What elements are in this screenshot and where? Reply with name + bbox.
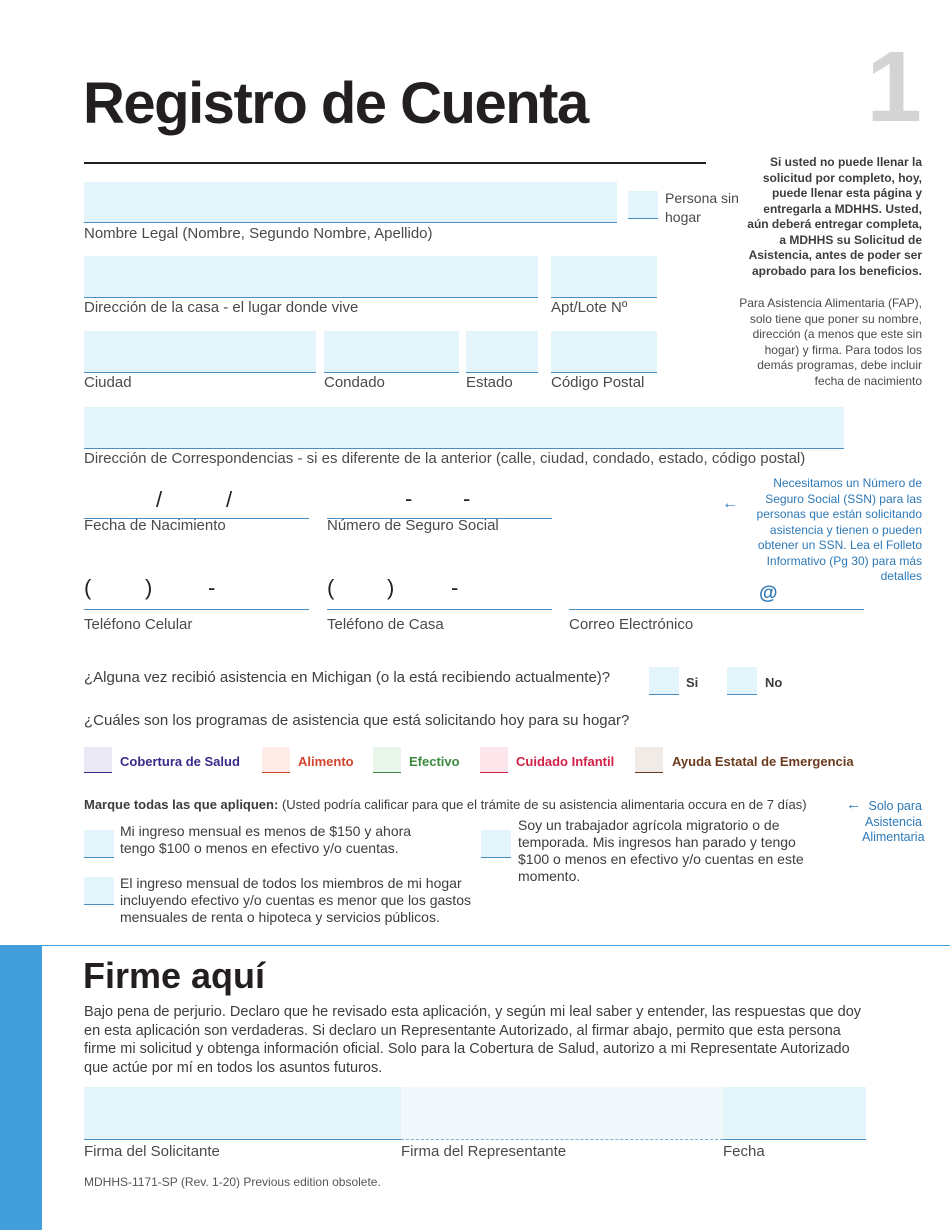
apt-input[interactable] bbox=[551, 256, 657, 298]
migrant-worker-label: Soy un trabajador agrícola migratorio o de temporada. Mis ingresos han parado y tengo $100 o menos en efectivo y/o cuentas en este momento. bbox=[518, 817, 804, 884]
representative-signature-label: Firma del Representante bbox=[401, 1143, 567, 1160]
check-all-rest: (Usted podría calificar para que el trámite de su asistencia alimentaria occura en de 7 días) bbox=[281, 797, 807, 812]
health-coverage-label: Cobertura de Salud bbox=[120, 754, 240, 769]
income-less-than-expenses-checkbox[interactable] bbox=[84, 877, 114, 905]
income-less-than-expenses-label: El ingreso mensual de todos los miembros de mi hogar incluyendo efectivo y/o cuentas es menor que los gastos mensuales de renta o hipoteca y servicios públicos. bbox=[120, 875, 471, 925]
income-under-150-label: Mi ingreso mensual es menos de $150 y ahora tengo $100 o menos en efectivo y/o cuentas. bbox=[120, 823, 412, 856]
left-arrow-icon: ← bbox=[846, 796, 861, 813]
income-under-150-checkbox[interactable] bbox=[84, 830, 114, 858]
yes-label: Si bbox=[686, 675, 699, 690]
home-address-label: Dirección de la casa - el lugar donde vive bbox=[84, 299, 359, 316]
home-dash: - bbox=[451, 575, 459, 600]
left-arrow-icon: ← bbox=[722, 495, 738, 512]
cell-phone-label: Teléfono Celular bbox=[84, 616, 193, 633]
fap-note: Para Asistencia Alimentaria (FAP), solo tiene que poner su nombre, dirección (a menos que este sin hogar) y firma. Para todos los demás programas, debe incluir fecha de nacimiento bbox=[739, 296, 922, 388]
home-phone-label: Teléfono de Casa bbox=[327, 616, 444, 633]
email-input[interactable] bbox=[569, 572, 864, 610]
home-paren-close: ) bbox=[387, 575, 395, 600]
cell-paren-close: ) bbox=[145, 575, 153, 600]
section-divider bbox=[42, 945, 950, 946]
food-only-note: Solo para Asistencia Alimentaria bbox=[862, 799, 925, 844]
page-number: 1 bbox=[866, 31, 922, 143]
title-divider bbox=[84, 162, 706, 164]
ssn-dash: - bbox=[405, 486, 413, 511]
dob-input[interactable] bbox=[84, 485, 309, 519]
health-coverage-checkbox[interactable] bbox=[84, 747, 112, 773]
sign-title: Firme aquí bbox=[83, 955, 266, 996]
legal-name-input[interactable] bbox=[84, 182, 617, 223]
dob-slash: / bbox=[226, 487, 233, 512]
legal-name-label: Nombre Legal (Nombre, Segundo Nombre, Apellido) bbox=[84, 225, 433, 242]
form-id-footer: MDHHS-1171-SP (Rev. 1-20) Previous edition obsolete. bbox=[84, 1175, 381, 1189]
child-care-checkbox[interactable] bbox=[480, 747, 508, 773]
emergency-label: Ayuda Estatal de Emergencia bbox=[672, 754, 854, 769]
page-title: Registro de Cuenta bbox=[83, 71, 588, 136]
child-care-label: Cuidado Infantil bbox=[516, 754, 615, 769]
date-input[interactable] bbox=[723, 1087, 866, 1140]
homeless-checkbox[interactable] bbox=[628, 191, 658, 219]
date-label: Fecha bbox=[723, 1143, 765, 1160]
state-label: Estado bbox=[466, 374, 513, 391]
received-assistance-question: ¿Alguna vez recibió asistencia en Michigan (o la está recibiendo actualmente)? bbox=[84, 669, 611, 686]
no-label: No bbox=[765, 675, 783, 690]
ssn-input[interactable] bbox=[327, 485, 552, 519]
signature-accent-bar bbox=[0, 945, 42, 1230]
no-checkbox[interactable] bbox=[727, 667, 757, 695]
mailing-address-label: Dirección de Correspondencias - si es diferente de la anterior (calle, ciudad, condado, estado, código postal) bbox=[84, 450, 806, 467]
ssn-label: Número de Seguro Social bbox=[327, 517, 499, 534]
dob-label: Fecha de Nacimiento bbox=[84, 517, 226, 534]
mailing-address-input[interactable] bbox=[84, 407, 844, 449]
declaration-text: Bajo pena de perjurio. Declaro que he revisado esta aplicación, y según mi leal saber y entender, las respuestas que doy en esta aplicación son verdaderas. Si declaro un Representante Autorizado, al firmar abajo, permito que esta persona firme mi solicitud y obtenga información oficial. Solo para la Cobertura de Salud, autorizo a mi Representate Autorizado que actúe por mí en todos los asuntos futuros. bbox=[84, 1004, 862, 1076]
applicant-signature-label: Firma del Solicitante bbox=[84, 1143, 220, 1160]
cash-checkbox[interactable] bbox=[373, 747, 401, 773]
zip-label: Código Postal bbox=[551, 374, 645, 391]
check-all-bold: Marque todas las que apliquen: bbox=[84, 797, 279, 812]
state-input[interactable] bbox=[466, 331, 538, 373]
county-input[interactable] bbox=[324, 331, 459, 373]
representative-signature-input[interactable] bbox=[401, 1087, 723, 1140]
cell-phone-input[interactable] bbox=[84, 572, 309, 610]
home-address-input[interactable] bbox=[84, 256, 538, 298]
zip-input[interactable] bbox=[551, 331, 657, 373]
home-phone-input[interactable] bbox=[327, 572, 552, 610]
city-label: Ciudad bbox=[84, 374, 132, 391]
email-label: Correo Electrónico bbox=[569, 616, 694, 633]
cell-paren-open: ( bbox=[84, 575, 92, 600]
county-label: Condado bbox=[324, 374, 385, 391]
emergency-checkbox[interactable] bbox=[635, 747, 663, 773]
cash-label: Efectivo bbox=[409, 754, 460, 769]
city-input[interactable] bbox=[84, 331, 316, 373]
food-label: Alimento bbox=[298, 754, 354, 769]
ssn-note: Necesitamos un Número de Seguro Social (SSN) para las personas que están solicitando asistencia y tienen o pueden obtener un SSN. Lea el Folleto Informativo (Pg 30) para más detalles bbox=[756, 476, 922, 583]
incomplete-note: Si usted no puede llenar la solicitud por completo, hoy, puede llenar esta página y entregarla a MDHHS. Usted, aún deberá entregar completa, a MDHHS su Solicitud de Asistencia, antes de poder ser aprobado para los beneficios. bbox=[747, 155, 922, 278]
programs-question: ¿Cuáles son los programas de asistencia que está solicitando hoy para su hogar? bbox=[84, 712, 630, 729]
migrant-worker-checkbox[interactable] bbox=[481, 830, 511, 858]
applicant-signature-input[interactable] bbox=[84, 1087, 401, 1140]
home-paren-open: ( bbox=[327, 575, 335, 600]
dob-slash: / bbox=[156, 487, 163, 512]
cell-dash: - bbox=[208, 575, 216, 600]
apt-label: Apt/Lote Nº bbox=[551, 299, 628, 316]
yes-checkbox[interactable] bbox=[649, 667, 679, 695]
homeless-label: Persona sin hogar bbox=[665, 190, 739, 225]
at-sign: @ bbox=[759, 583, 778, 604]
food-checkbox[interactable] bbox=[262, 747, 290, 773]
check-all-instructions bbox=[84, 797, 807, 812]
ssn-dash: - bbox=[463, 486, 471, 511]
